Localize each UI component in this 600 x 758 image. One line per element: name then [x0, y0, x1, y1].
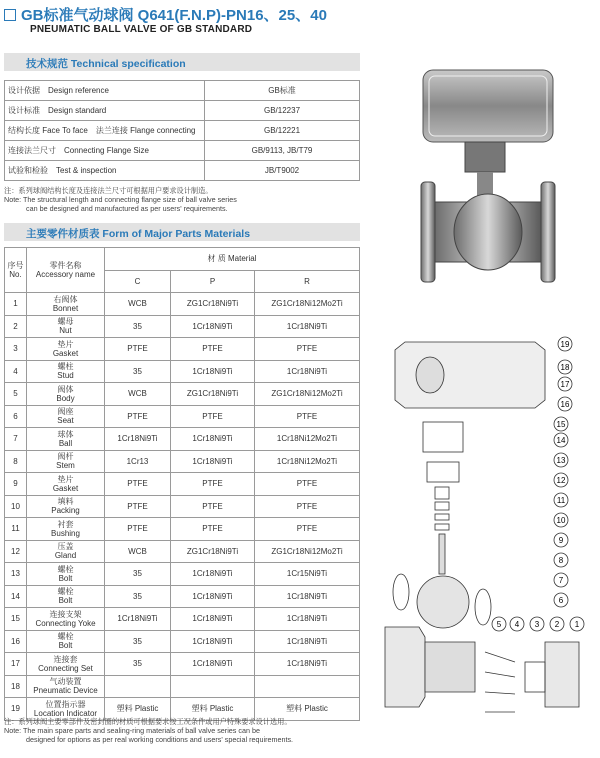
material-r: 1Cr18Ni12Mo2Ti: [255, 450, 360, 473]
material-c: 1Cr18Ni9Ti: [105, 608, 171, 631]
material-p: 1Cr18Ni9Ti: [171, 585, 255, 608]
part-name: 螺柱 Stud: [27, 360, 105, 383]
material-p: 1Cr18Ni9Ti: [171, 360, 255, 383]
material-r: 1Cr18Ni9Ti: [255, 608, 360, 631]
material-c: 塑料 Plastic: [105, 698, 171, 721]
parts-table: [4, 247, 360, 721]
material-c: [105, 675, 171, 698]
material-r: 1Cr18Ni9Ti: [255, 315, 360, 338]
valve-diagram: [365, 62, 597, 752]
material-p: 1Cr18Ni9Ti: [171, 653, 255, 676]
material-c: WCB: [105, 293, 171, 316]
material-r: PTFE: [255, 518, 360, 541]
material-r: 1Cr15Ni9Ti: [255, 563, 360, 586]
material-p: ZG1Cr18Ni9Ti: [171, 383, 255, 406]
material-c: PTFE: [105, 338, 171, 361]
table-row: [5, 428, 360, 451]
part-no: 4: [5, 360, 27, 383]
material-c: PTFE: [105, 473, 171, 496]
material-c: 35: [105, 360, 171, 383]
svg-text:3: 3: [534, 620, 540, 629]
exploded-view: [385, 342, 579, 712]
part-no: 19: [5, 698, 27, 721]
spec-value: GB/12221: [205, 121, 360, 141]
callout-3: [530, 617, 544, 631]
part-no: 9: [5, 473, 27, 496]
table-row: [5, 315, 360, 338]
callout-19: [558, 337, 572, 351]
callout-15: [554, 417, 568, 431]
svg-text:5: 5: [496, 620, 502, 629]
part-no: 12: [5, 540, 27, 563]
material-header: 材 质 Material: [105, 248, 360, 271]
part-name: 阀杆 Stem: [27, 450, 105, 473]
callout-8: [554, 553, 568, 567]
part-name: 右阀体 Bonnet: [27, 293, 105, 316]
table-row: [5, 653, 360, 676]
tech-spec-heading: 技术规范 Technical specification: [4, 53, 360, 71]
svg-text:12: 12: [556, 476, 566, 485]
svg-text:4: 4: [514, 620, 520, 629]
table-row: [5, 540, 360, 563]
part-name: 阀座 Seat: [27, 405, 105, 428]
material-p: PTFE: [171, 338, 255, 361]
callout-9: [554, 533, 568, 547]
material-p: PTFE: [171, 405, 255, 428]
part-no: 10: [5, 495, 27, 518]
callout-1: [570, 617, 584, 631]
material-c: PTFE: [105, 495, 171, 518]
table-row: [5, 383, 360, 406]
spec-label: 连接法兰尺寸 Connecting Flange Size: [5, 141, 205, 161]
table-row: [5, 630, 360, 653]
table-row: [5, 293, 360, 316]
name-header: 零件名称 Accessory name: [27, 248, 105, 293]
callout-18: [558, 360, 572, 374]
material-c: WCB: [105, 383, 171, 406]
part-name: 螺栓 Bolt: [27, 630, 105, 653]
col-r-header: R: [255, 270, 360, 293]
material-r: 1Cr18Ni9Ti: [255, 653, 360, 676]
part-name: 位置指示器 Location Indicator: [27, 698, 105, 721]
svg-text:17: 17: [560, 380, 570, 389]
tech-spec-table: [4, 80, 360, 181]
part-no: 11: [5, 518, 27, 541]
part-no: 17: [5, 653, 27, 676]
part-name: 气动装置 Pneumatic Device: [27, 675, 105, 698]
material-c: 35: [105, 315, 171, 338]
part-no: 1: [5, 293, 27, 316]
spec-label: 设计标准 Design standard: [5, 101, 205, 121]
callout-7: [554, 573, 568, 587]
spec-row: [5, 161, 360, 181]
spec-value: GB/9113, JB/T79: [205, 141, 360, 161]
part-name: 螺母 Nut: [27, 315, 105, 338]
svg-text:6: 6: [558, 596, 564, 605]
material-p: 1Cr18Ni9Ti: [171, 563, 255, 586]
material-p: ZG1Cr18Ni9Ti: [171, 293, 255, 316]
material-r: [255, 675, 360, 698]
table-row: [5, 450, 360, 473]
svg-text:10: 10: [556, 516, 566, 525]
part-name: 连接套 Connecting Set: [27, 653, 105, 676]
material-p: PTFE: [171, 473, 255, 496]
table-row: [5, 338, 360, 361]
part-no: 2: [5, 315, 27, 338]
spec-row: [5, 121, 360, 141]
spec-row: [5, 141, 360, 161]
svg-text:2: 2: [554, 620, 560, 629]
material-r: ZG1Cr18Ni12Mo2Ti: [255, 293, 360, 316]
table-row: [5, 608, 360, 631]
tech-note: 注：系列球阀结构长度及连接法兰尺寸可根据用户要求设计制造。 Note: The structural length and connecting flange size of ball valve series can be designed and manufactured as per users' requirements.: [4, 186, 237, 213]
spec-value: JB/T9002: [205, 161, 360, 181]
svg-text:18: 18: [560, 363, 570, 372]
part-no: 14: [5, 585, 27, 608]
svg-text:7: 7: [558, 576, 564, 585]
part-no: 18: [5, 675, 27, 698]
material-p: 1Cr18Ni9Ti: [171, 608, 255, 631]
parts-heading: 主要零件材质表 Form of Major Parts Materials: [4, 223, 360, 241]
part-no: 13: [5, 563, 27, 586]
part-no: 3: [5, 338, 27, 361]
table-row: [5, 495, 360, 518]
material-p: PTFE: [171, 518, 255, 541]
page-subtitle: PNEUMATIC BALL VALVE OF GB STANDARD: [30, 24, 253, 35]
material-p: 1Cr18Ni9Ti: [171, 630, 255, 653]
table-row: [5, 518, 360, 541]
col-c-header: C: [105, 270, 171, 293]
material-c: 35: [105, 585, 171, 608]
callout-12: [554, 473, 568, 487]
material-r: 1Cr18Ni9Ti: [255, 630, 360, 653]
material-r: 1Cr18Ni9Ti: [255, 585, 360, 608]
part-name: 垫片 Gasket: [27, 338, 105, 361]
svg-text:13: 13: [556, 456, 566, 465]
part-no: 8: [5, 450, 27, 473]
spec-label: 试验和检验 Test & inspection: [5, 161, 205, 181]
part-no: 16: [5, 630, 27, 653]
checkbox-square-icon: [4, 9, 16, 21]
part-no: 15: [5, 608, 27, 631]
part-name: 阀体 Body: [27, 383, 105, 406]
part-name: 压盖 Gland: [27, 540, 105, 563]
material-c: WCB: [105, 540, 171, 563]
material-c: PTFE: [105, 405, 171, 428]
table-row: [5, 585, 360, 608]
part-name: 填料 Packing: [27, 495, 105, 518]
part-name: 螺栓 Bolt: [27, 585, 105, 608]
part-name: 螺栓 Bolt: [27, 563, 105, 586]
table-row: [5, 473, 360, 496]
callout-17: [558, 377, 572, 391]
material-c: 1Cr18Ni9Ti: [105, 428, 171, 451]
svg-text:19: 19: [560, 340, 570, 349]
material-c: 35: [105, 653, 171, 676]
part-name: 连接支架 Connecting Yoke: [27, 608, 105, 631]
svg-text:1: 1: [574, 620, 580, 629]
table-row: [5, 563, 360, 586]
material-p: ZG1Cr18Ni9Ti: [171, 540, 255, 563]
material-r: PTFE: [255, 338, 360, 361]
part-no: 7: [5, 428, 27, 451]
spec-label: 设计依据 Design reference: [5, 81, 205, 101]
part-name: 球体 Ball: [27, 428, 105, 451]
parts-note: 注：系列球阀主要零部件及密封圈的材质可根据要求按工况条件或用户特殊要求设计选用。 Note: The main spare parts and sealing-ring materials of ball valve series can be designed for options as per real working conditions and users' special requirements.: [4, 717, 294, 744]
svg-text:9: 9: [558, 536, 564, 545]
callout-10: [554, 513, 568, 527]
material-p: 1Cr18Ni9Ti: [171, 428, 255, 451]
material-p: 1Cr18Ni9Ti: [171, 450, 255, 473]
svg-text:16: 16: [560, 400, 570, 409]
material-c: 35: [105, 630, 171, 653]
part-no: 6: [5, 405, 27, 428]
material-r: 塑料 Plastic: [255, 698, 360, 721]
material-r: 1Cr18Ni12Mo2Ti: [255, 428, 360, 451]
material-r: 1Cr18Ni9Ti: [255, 360, 360, 383]
svg-text:14: 14: [556, 436, 566, 445]
spec-row: [5, 101, 360, 121]
callout-2: [550, 617, 564, 631]
table-row: [5, 405, 360, 428]
callout-14: [554, 433, 568, 447]
material-r: PTFE: [255, 473, 360, 496]
callout-13: [554, 453, 568, 467]
material-c: 35: [105, 563, 171, 586]
material-c: PTFE: [105, 518, 171, 541]
spec-value: GB/12237: [205, 101, 360, 121]
material-r: ZG1Cr18Ni12Mo2Ti: [255, 540, 360, 563]
part-no: 5: [5, 383, 27, 406]
material-p: 1Cr18Ni9Ti: [171, 315, 255, 338]
part-name: 衬套 Bushing: [27, 518, 105, 541]
material-p: [171, 675, 255, 698]
table-row: [5, 675, 360, 698]
svg-text:15: 15: [556, 420, 566, 429]
valve-photo: [421, 70, 555, 282]
page-title: GB标准气动球阀 Q641(F.N.P)-PN16、25、40: [4, 4, 327, 25]
material-r: ZG1Cr18Ni12Mo2Ti: [255, 383, 360, 406]
col-p-header: P: [171, 270, 255, 293]
svg-text:8: 8: [558, 556, 564, 565]
table-row: [5, 360, 360, 383]
callout-5: [492, 617, 506, 631]
spec-label: 结构长度 Face To face 法兰连接 Flange connecting: [5, 121, 205, 141]
material-r: PTFE: [255, 405, 360, 428]
svg-text:11: 11: [556, 496, 566, 505]
callout-6: [554, 593, 568, 607]
spec-value: GB标准: [205, 81, 360, 101]
material-r: PTFE: [255, 495, 360, 518]
spec-row: [5, 81, 360, 101]
callout-4: [510, 617, 524, 631]
material-c: 1Cr13: [105, 450, 171, 473]
no-header: 序号 No.: [5, 248, 27, 293]
material-p: PTFE: [171, 495, 255, 518]
callout-16: [558, 397, 572, 411]
callout-11: [554, 493, 568, 507]
part-name: 垫片 Gasket: [27, 473, 105, 496]
material-p: 塑料 Plastic: [171, 698, 255, 721]
